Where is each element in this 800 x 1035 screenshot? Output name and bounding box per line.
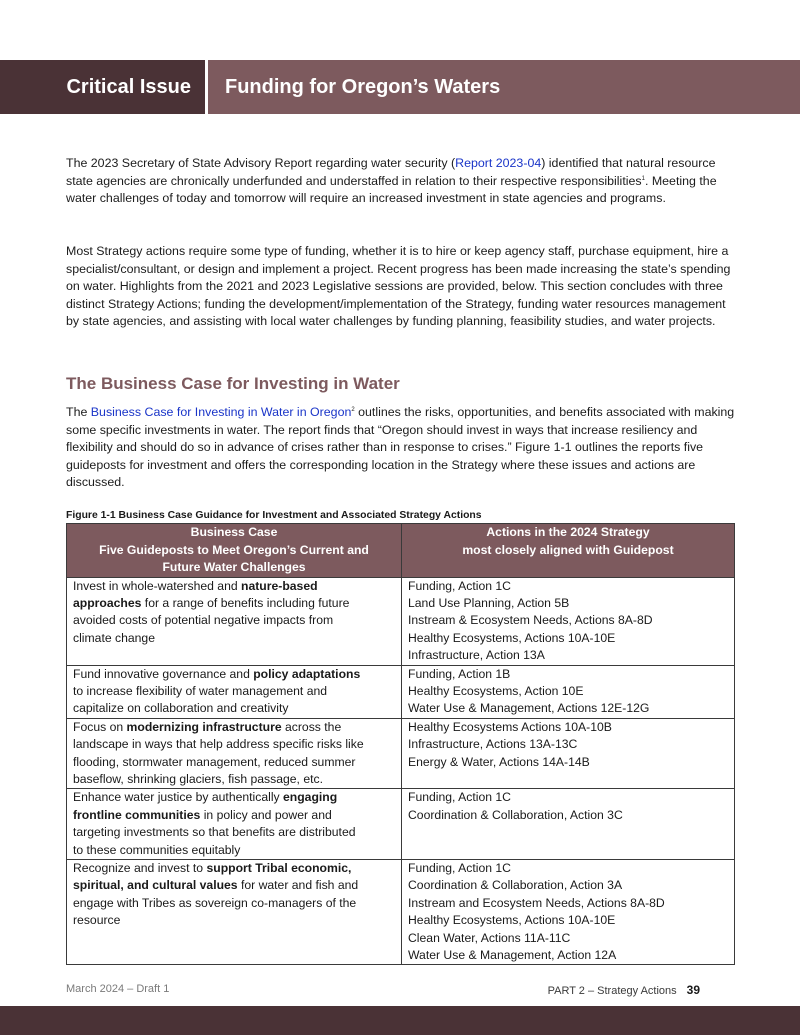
page-footer — [66, 983, 700, 999]
table-row — [67, 860, 735, 965]
table-row — [67, 789, 735, 860]
action-item: Clean Water, Actions 11A-11C — [408, 930, 571, 945]
cell-text: Enhance water justice by authentically — [73, 790, 284, 805]
footer-date: March 2024 – Draft 1 — [66, 983, 170, 995]
action-item: Coordination & Collaboration, Action 3A — [408, 878, 623, 893]
cell-text: to increase flexibility of water management and — [73, 683, 328, 698]
header-guideposts — [67, 524, 402, 578]
footer-section — [548, 983, 700, 997]
cell-emphasis: support Tribal economic, — [206, 861, 352, 875]
guidepost-cell — [67, 665, 402, 718]
intro-p1-text-b: ) identified that natural resource state agencies are chronically underfunded and understaffed in relation to their respective responsibilities — [66, 156, 716, 188]
page-title: Funding for Oregon’s Waters — [208, 60, 800, 114]
cell-emphasis: spiritual, and cultural values — [73, 878, 238, 893]
header-left-line: Five Guideposts to Meet Oregon’s Current and — [99, 542, 369, 557]
action-item: Instream and Ecosystem Needs, Actions 8A-8D — [408, 895, 665, 910]
action-item: Funding, Action 1C — [408, 578, 511, 593]
intro-p2-text: Most Strategy actions require some type of funding, whether it is to hire or keep agency staff, purchase equipment, hire a specialist/consultant, or design and implement a project. Recent progress has been made increasing the state’s spending on water. Highlights from the 2021 and 2023 Legislative sessions are provided, below. This section concludes with three distinct Strategy Actions; funding the development/implementation of the Strategy, funding water resources management by state agencies, and assisting with local water challenges by funding planning, feasibility studies, and water projects. — [66, 244, 731, 329]
intro-p1-text-a: The 2023 Secretary of State Advisory Report regarding water security ( — [66, 156, 456, 170]
header-left-line: Business Case — [190, 525, 278, 539]
intro-paragraph-2 — [66, 243, 736, 331]
cell-text: Focus on — [73, 719, 127, 734]
guidepost-cell — [67, 577, 402, 665]
action-item: Energy & Water, Actions 14A-14B — [408, 754, 590, 769]
section-banner — [0, 60, 800, 114]
guidepost-cell — [67, 718, 402, 789]
action-item: Healthy Ecosystems, Action 10E — [408, 683, 584, 698]
action-item: Funding, Action 1C — [408, 790, 511, 805]
action-item: Healthy Ecosystems, Actions 10A-10E — [408, 913, 616, 928]
cell-text: landscape in ways that help address specific risks like — [73, 737, 364, 752]
cell-text: Fund innovative governance and — [73, 666, 254, 681]
header-right-line: most closely aligned with Guidepost — [462, 542, 674, 557]
table-row — [67, 665, 735, 718]
cell-text: flooding, stormwater management, reduced summer — [73, 754, 356, 769]
table-header-row — [67, 524, 735, 578]
cell-emphasis: approaches — [73, 595, 142, 610]
critical-issue-label: Critical Issue — [0, 60, 205, 114]
cell-emphasis: modernizing infrastructure — [126, 719, 282, 734]
actions-cell — [402, 577, 735, 665]
intro-paragraph-1 — [66, 155, 736, 208]
action-item: Funding, Action 1B — [408, 666, 511, 681]
cell-emphasis: engaging — [283, 790, 338, 805]
actions-cell — [402, 789, 735, 860]
report-2023-04-link[interactable]: Report 2023-04 — [455, 156, 542, 170]
header-left-line: Future Water Challenges — [162, 560, 306, 574]
action-item: Instream & Ecosystem Needs, Actions 8A-8D — [408, 613, 653, 628]
cell-text: across the — [281, 719, 342, 734]
footnote-ref-2[interactable]: 2 — [351, 406, 355, 413]
action-item: Water Use & Management, Action 12A — [408, 948, 617, 963]
cell-text: resource — [73, 913, 121, 928]
bc-text-a: The — [66, 405, 91, 419]
action-item: Land Use Planning, Action 5B — [408, 595, 570, 610]
header-right-line: Actions in the 2024 Strategy — [486, 525, 650, 539]
bc-text-b: outlines the risks, opportunities, and benefits associated with making some specific investments in water. The report finds that “Oregon should invest in ways that increase resiliency and flexibility and should do so in advance of crises rather than in response to crises.” Figure 1-1 outlines the reports five guideposts for investment and offers the corresponding location in the Strategy where these issues and actions are discussed. — [66, 405, 735, 490]
cell-text: baseflow, shrinking glaciers, fish passage, etc. — [73, 771, 323, 786]
actions-cell — [402, 860, 735, 965]
table-row — [67, 577, 735, 665]
cell-text: in policy and power and — [200, 807, 332, 822]
cell-text: targeting investments so that benefits are distributed — [73, 825, 356, 840]
actions-cell — [402, 665, 735, 718]
action-item: Funding, Action 1C — [408, 861, 511, 875]
cell-text: capitalize on collaboration and creativity — [73, 701, 289, 716]
cell-emphasis: nature-based — [241, 578, 318, 593]
action-item: Coordination & Collaboration, Action 3C — [408, 807, 623, 822]
footer-part-label: PART 2 – Strategy Actions — [547, 985, 677, 997]
cell-emphasis: frontline communities — [73, 807, 201, 822]
cell-text: engage with Tribes as sovereign co-managers of the — [73, 895, 357, 910]
action-item: Infrastructure, Action 13A — [408, 648, 545, 663]
guidepost-cell — [67, 860, 402, 965]
business-case-paragraph — [66, 404, 736, 492]
cell-text: to these communities equitably — [73, 842, 241, 857]
header-actions — [402, 524, 735, 578]
bottom-bar — [0, 1006, 800, 1035]
figure-caption: Figure 1-1 Business Case Guidance for Investment and Associated Strategy Actions — [66, 510, 482, 521]
action-item: Healthy Ecosystems, Actions 10A-10E — [408, 630, 616, 645]
action-item: Healthy Ecosystems Actions 10A-10B — [408, 719, 612, 734]
action-item: Infrastructure, Actions 13A-13C — [408, 737, 578, 752]
cell-text: Recognize and invest to — [73, 861, 207, 875]
intro-p1-text-c: . Meeting the water challenges of today and tomorrow will require an increased investment in state agencies and programs. — [66, 173, 717, 206]
page-number: 39 — [686, 983, 700, 997]
cell-text: for a range of benefits including future — [141, 595, 350, 610]
business-case-heading: The Business Case for Investing in Water — [66, 374, 400, 393]
cell-text: Invest in whole-watershed and — [73, 578, 242, 593]
cell-emphasis: policy adaptations — [253, 666, 361, 681]
cell-text: avoided costs of potential negative impacts from — [73, 613, 334, 628]
business-case-link[interactable]: Business Case for Investing in Water in Oregon — [90, 405, 352, 419]
guidance-table — [66, 523, 735, 965]
action-item: Water Use & Management, Actions 12E-12G — [408, 701, 650, 716]
guidepost-cell — [67, 789, 402, 860]
table-row — [67, 718, 735, 789]
cell-text: for water and fish and — [237, 878, 359, 893]
actions-cell — [402, 718, 735, 789]
cell-text: climate change — [73, 630, 155, 645]
footnote-ref-1[interactable]: 1 — [641, 175, 645, 182]
